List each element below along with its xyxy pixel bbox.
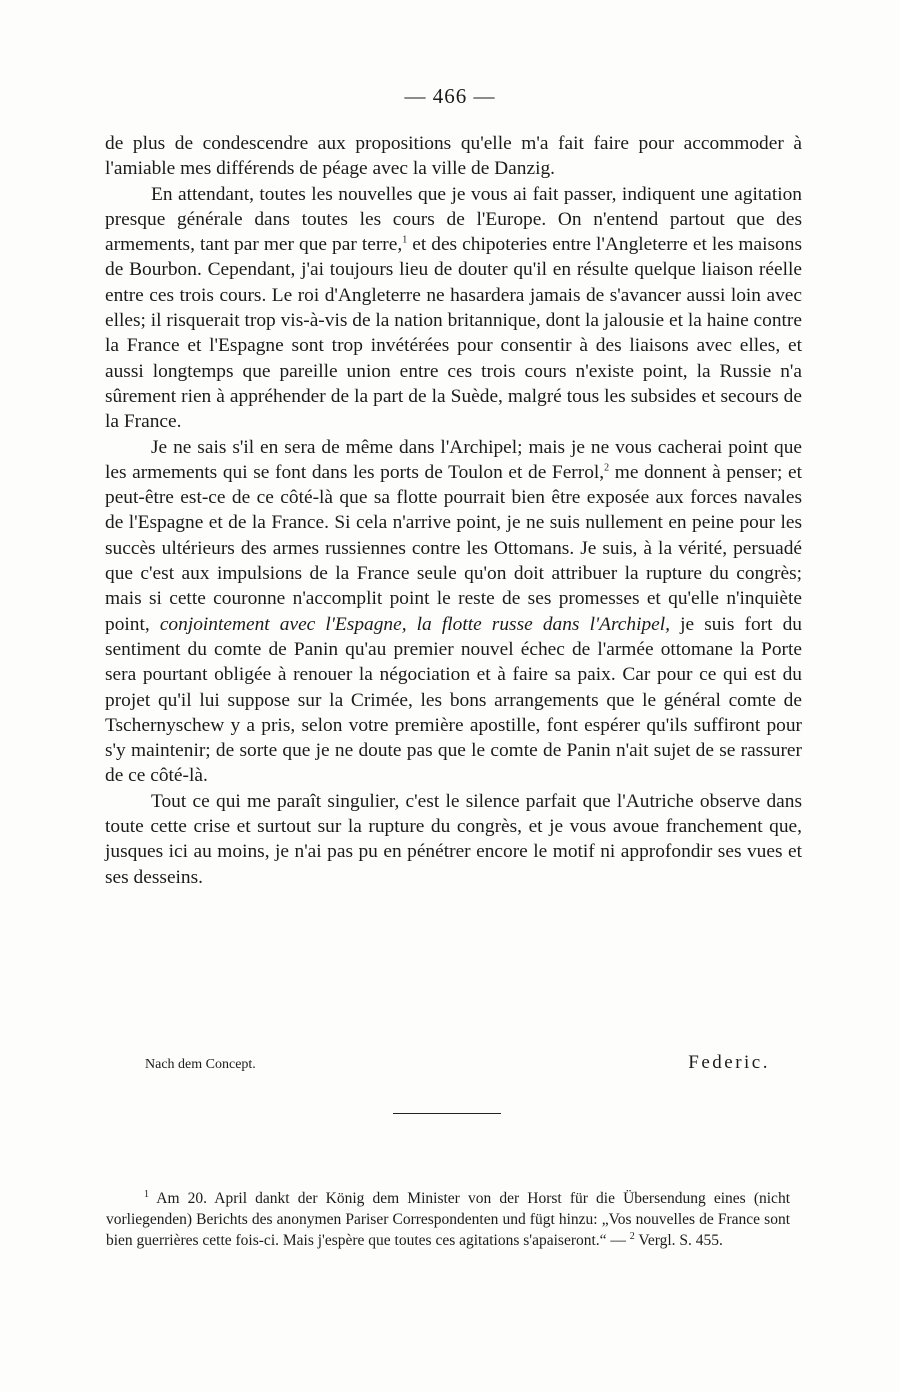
source-note: Nach dem Concept. bbox=[145, 1057, 256, 1072]
page-number-header: — 466 — bbox=[404, 84, 496, 108]
footnote-item bbox=[106, 1188, 790, 1251]
signature-row bbox=[145, 1052, 770, 1074]
paragraph-autriche bbox=[105, 789, 802, 890]
signer-name: Federic. bbox=[688, 1052, 770, 1073]
footnote-text: Vergl. S. 455. bbox=[634, 1232, 723, 1249]
paragraph-text: Je ne sais s'il en sera de même dans l'Archipel; mais je ne vous cacherai point que les armements qui se font dans les ports de Toulon et de Ferrol, bbox=[105, 436, 802, 483]
letter-body bbox=[105, 131, 802, 890]
separator-rule bbox=[393, 1113, 501, 1114]
paragraph-text: me donnent à penser; et peut-être est-ce de ce côté-là que sa flotte pourrait bien être exposée aux forces navales de l'Espagne et de la France. Si cela n'arrive point, je ne suis nullement en peine pour les succès ultérieurs des armes russiennes contre les Ottomans. Je suis, à la vérité, persuadé que c'est aux impulsions de la France seule qu'on doit attribuer la rupture du congrès; mais si cette couronne n'accomplit point le reste de ses promesses et qu'elle n'inquiète point, bbox=[105, 461, 802, 635]
paragraph-text: En attendant, toutes les nouvelles que je vous ai fait passer, indiquent une agitation presque générale dans toutes les cours de l'Europe. On n'entend partout que des armements, tant par mer que par terre, bbox=[105, 183, 802, 256]
paragraph-text: je suis fort du sentiment du comte de Panin qu'au premier nouvel échec de l'armée ottomane la Porte sera pourtant obligée à renouer la négociation et à faire sa paix. Car pour ce qui est du projet qu'il lui suppose sur la Crimée, les bons arrangements que le général comte de Tschernyschew y a pris, selon votre première apostille, font espérer qu'ils suffiront pour s'y maintenir; de sorte que je ne doute pas que le comte de Panin n'ait sujet de se rassurer de ce côté-là. bbox=[105, 613, 802, 787]
paragraph-text: et des chipoteries entre l'Angleterre et les maisons de Bourbon. Cependant, j'ai toujours lieu de douter qu'il en résulte quelque liaison réelle entre ces trois cours. Le roi d'Angleterre ne hasardera jamais de s'avancer aussi loin avec elles; il risquerait trop vis-à-vis de la nation britannique, dont la jalousie et la haine contre la France et l'Espagne sont trop invétérées pour consentir à des liaisons avec elles, et aussi longtemps que pareille union entre ces trois cours n'existe point, la Russie n'a sûrement rien à appréhender de la part de la Suède, malgré tous les subsides et secours de la France. bbox=[105, 234, 802, 433]
footnote-ref-1[interactable]: 1 bbox=[402, 234, 408, 246]
footnote-marker-1: 1 bbox=[144, 1188, 149, 1200]
footnote-text: Am 20. April dankt der König dem Minister von der Horst für die Übersendung eines (nicht vorliegenden) Berichts des anonymen Pariser Correspondenten und fügt hinzu: „Vos nouvelles de France sont bien guerrières cette fois-ci. Mais j'espère que toutes ces agitations s'apaiseront.“ — bbox=[106, 1190, 790, 1249]
paragraph-italic-phrase: conjointement avec l'Espagne, la flotte russe dans l'Archipel, bbox=[149, 613, 671, 635]
paragraph-text: Tout ce qui me paraît singulier, c'est le silence parfait que l'Autriche observe dans toute cette crise et surtout sur la rupture du congrès, et je vous avoue franchement que, jusques ici au moins, je n'ai pas pu en pénétrer encore le motif ni approfondir ses vues et ses desseins. bbox=[105, 790, 802, 888]
footnotes bbox=[106, 1188, 790, 1251]
footnote-marker-2: 2 bbox=[629, 1230, 635, 1242]
footnote-ref-2[interactable]: 2 bbox=[604, 462, 610, 474]
paragraph-archipel bbox=[105, 435, 802, 789]
paragraph-continuation bbox=[105, 131, 802, 182]
paragraph-armements bbox=[105, 182, 802, 435]
paragraph-text: de plus de condescendre aux propositions qu'elle m'a fait faire pour accommoder à l'amiable mes différends de péage avec la ville de Danzig. bbox=[105, 133, 802, 180]
